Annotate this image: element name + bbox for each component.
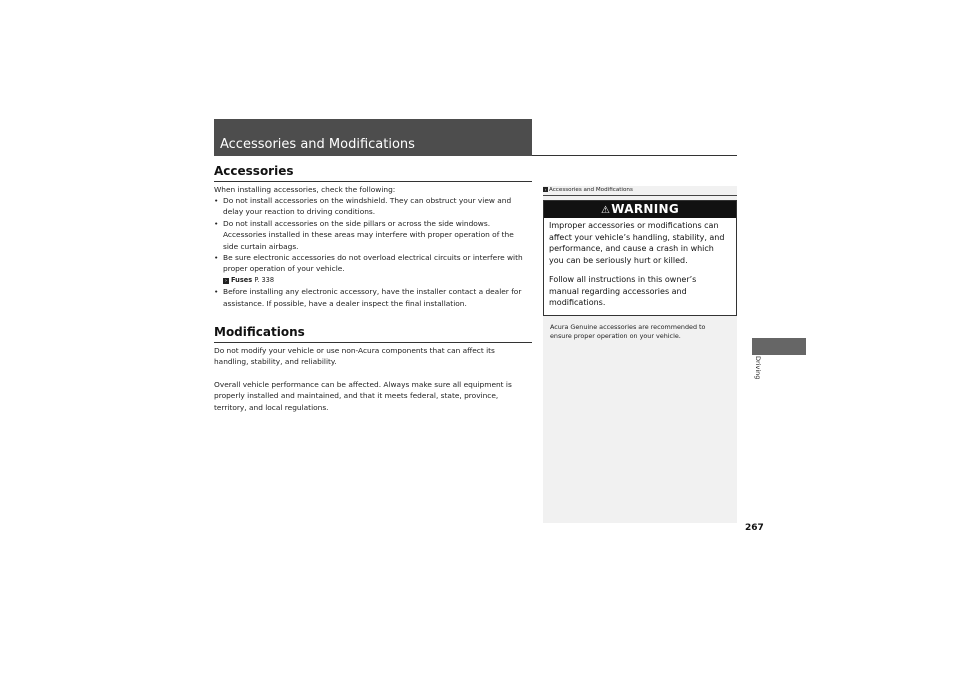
paragraph-line: you can be seriously hurt or killed.	[549, 255, 688, 265]
bullet-line: Do not install accessories on the side pillars or across the side windows.	[223, 218, 491, 228]
arrow-right-icon: ›	[225, 277, 227, 284]
sidebar-note	[550, 323, 730, 341]
bullet-line: Before installing any electronic accessory, have the installer contact a dealer for	[223, 287, 522, 297]
paragraph-line: territory, and local regulations.	[214, 402, 329, 412]
bullet-line: side curtain airbags.	[223, 241, 299, 251]
section-tab[interactable]	[752, 338, 806, 355]
title-rule	[532, 155, 737, 156]
paragraph-line: Follow all instructions in this owner’s	[549, 275, 697, 284]
paragraph-line: handling, stability, and reliability.	[214, 357, 337, 367]
bullet-line: Accessories installed in these areas may interfere with proper operation of the	[223, 230, 514, 240]
modifications-paragraph-2	[214, 379, 532, 413]
sidebar-header-text: Accessories and Modifications	[549, 187, 633, 193]
paragraph-line: Improper accessories or modifications can	[549, 221, 719, 230]
bullet-icon: •	[214, 218, 219, 228]
sidebar-header	[543, 186, 737, 196]
cross-reference-label: Fuses	[231, 275, 253, 284]
warning-paragraph-2	[544, 274, 736, 309]
warning-paragraph-1	[544, 220, 736, 266]
warning-triangle-icon: ⚠	[601, 205, 611, 216]
bullet-line: Be sure electronic accessories do not overload electrical circuits or interfere with	[223, 253, 523, 263]
paragraph-line: Do not modify your vehicle or use non-Acura components that can affect its	[214, 346, 495, 355]
section-tab-label: Driving	[754, 356, 762, 380]
accessories-list	[214, 195, 532, 309]
bullet-line: delay your reaction to driving conditions.	[223, 207, 376, 217]
bullet-icon: •	[214, 196, 219, 205]
note-line: Acura Genuine accessories are recommended to	[550, 323, 706, 331]
paragraph-line: manual regarding accessories and	[549, 286, 687, 296]
modifications-heading: Modifications	[214, 325, 532, 343]
paragraph-line: properly installed and maintained, and that it meets federal, state, province,	[214, 391, 499, 401]
bullet-line: proper operation of your vehicle.	[223, 264, 345, 274]
warning-banner	[544, 201, 736, 218]
list-item	[214, 252, 532, 286]
arrow-right-icon: ›	[544, 187, 547, 192]
paragraph-line: modifications.	[549, 298, 606, 307]
cross-reference-link[interactable]	[223, 275, 532, 286]
bullet-icon: •	[214, 287, 219, 297]
bullet-line: Do not install accessories on the windshield. They can obstruct your view and	[223, 196, 512, 205]
paragraph-line: Overall vehicle performance can be affected. Always make sure all equipment is	[214, 380, 512, 389]
warning-box	[543, 200, 737, 316]
list-item	[214, 195, 532, 218]
cross-reference-page: P. 338	[254, 275, 275, 284]
warning-title: WARNING	[611, 202, 679, 216]
accessories-intro: When installing accessories, check the following:	[214, 185, 396, 194]
list-item	[214, 218, 532, 252]
bullet-icon: •	[214, 253, 219, 263]
modifications-paragraph-1	[214, 345, 532, 368]
list-item	[214, 286, 532, 309]
note-line: ensure proper operation on your vehicle.	[550, 332, 681, 341]
paragraph-line: affect your vehicle’s handling, stability, and	[549, 232, 725, 242]
page-title: Accessories and Modifications	[214, 119, 532, 156]
bullet-line: assistance. If possible, have a dealer inspect the final installation.	[223, 298, 467, 308]
page-number: 267	[745, 523, 764, 533]
accessories-heading: Accessories	[214, 164, 532, 182]
paragraph-line: performance, and cause a crash in which	[549, 244, 714, 253]
